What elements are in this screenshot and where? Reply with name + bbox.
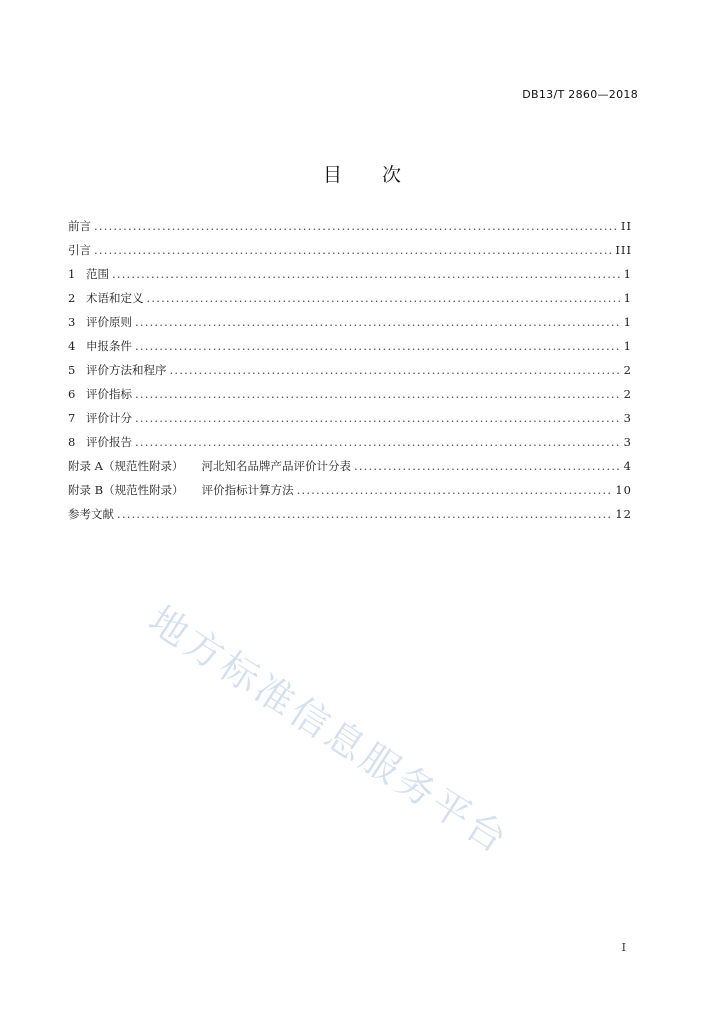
toc-leader-dots <box>147 291 621 305</box>
toc-entry-label: 参考文献 <box>68 507 114 521</box>
toc-page-number: 10 <box>615 483 632 497</box>
toc-entry-introduction[interactable] <box>68 242 632 266</box>
toc-page-number: 2 <box>623 387 632 401</box>
toc-entry-appendix-a[interactable] <box>68 458 632 482</box>
toc-leader-dots <box>135 411 621 425</box>
toc-leader-dots <box>135 387 621 401</box>
toc-leader-dots <box>135 339 621 353</box>
toc-section-number: 2 <box>68 291 76 305</box>
toc-page-number: 1 <box>623 315 632 329</box>
document-code: DB13/T 2860—2018 <box>522 88 638 101</box>
toc-title-char: 次 <box>382 164 402 186</box>
toc-page-number: 1 <box>623 291 632 305</box>
toc-entry-indicators[interactable] <box>68 386 632 410</box>
toc-entry-label: 术语和定义 <box>86 291 144 305</box>
page-number: I <box>621 941 626 954</box>
toc-section-number: 3 <box>68 315 76 329</box>
toc-entry-label: 评价指标 <box>86 387 132 401</box>
toc-leader-dots <box>354 459 621 473</box>
toc-entry-subtitle: 河北知名品牌产品评价计分表 <box>201 459 351 473</box>
toc-page-number: 4 <box>623 459 632 473</box>
toc-entry-label: 范围 <box>86 267 109 281</box>
toc-leader-dots <box>117 507 612 521</box>
toc-title <box>0 160 724 187</box>
toc-page-number: III <box>615 243 632 257</box>
watermark-text: 地方标准信息服务平台 <box>141 597 518 864</box>
toc-section-number: 5 <box>68 363 76 377</box>
toc-entry-principles[interactable] <box>68 314 632 338</box>
toc-entry-terms[interactable] <box>68 290 632 314</box>
toc-page-number: 2 <box>623 363 632 377</box>
toc-leader-dots <box>135 315 621 329</box>
toc-page-number: 1 <box>623 267 632 281</box>
toc-section-number: 7 <box>68 411 76 425</box>
toc-section-number: 8 <box>68 435 76 449</box>
toc-leader-dots <box>170 363 621 377</box>
toc-page-number: II <box>620 219 632 233</box>
toc-section-number: 6 <box>68 387 76 401</box>
toc-entry-label: 评价方法和程序 <box>86 363 167 377</box>
toc-page-number: 3 <box>623 435 632 449</box>
toc-leader-dots <box>94 219 618 233</box>
toc-entry-label: 申报条件 <box>86 339 132 353</box>
toc-entry-label: 引言 <box>68 243 91 257</box>
toc-entry-references[interactable] <box>68 506 632 530</box>
toc-title-char: 目 <box>322 164 342 186</box>
toc-leader-dots <box>112 267 621 281</box>
toc-entry-scope[interactable] <box>68 266 632 290</box>
toc-entry-scoring[interactable] <box>68 410 632 434</box>
toc-entry-foreword[interactable] <box>68 218 632 242</box>
toc-leader-dots <box>297 483 613 497</box>
toc-entry-report[interactable] <box>68 434 632 458</box>
toc-leader-dots <box>94 243 612 257</box>
toc-entry-label: 前言 <box>68 219 91 233</box>
toc-entry-methods[interactable] <box>68 362 632 386</box>
toc-entry-label: 评价报告 <box>86 435 132 449</box>
toc-entry-label: 评价计分 <box>86 411 132 425</box>
toc-entry-label: 附录 A（规范性附录） <box>68 459 184 473</box>
table-of-contents <box>68 218 632 530</box>
toc-page-number: 1 <box>623 339 632 353</box>
toc-entry-appendix-b[interactable] <box>68 482 632 506</box>
toc-entry-label: 附录 B（规范性附录） <box>68 483 184 497</box>
toc-page-number: 12 <box>615 507 632 521</box>
toc-entry-subtitle: 评价指标计算方法 <box>201 483 294 497</box>
toc-leader-dots <box>135 435 621 449</box>
toc-entry-label: 评价原则 <box>86 315 132 329</box>
toc-entry-conditions[interactable] <box>68 338 632 362</box>
toc-page-number: 3 <box>623 411 632 425</box>
toc-section-number: 4 <box>68 339 76 353</box>
toc-section-number: 1 <box>68 267 76 281</box>
